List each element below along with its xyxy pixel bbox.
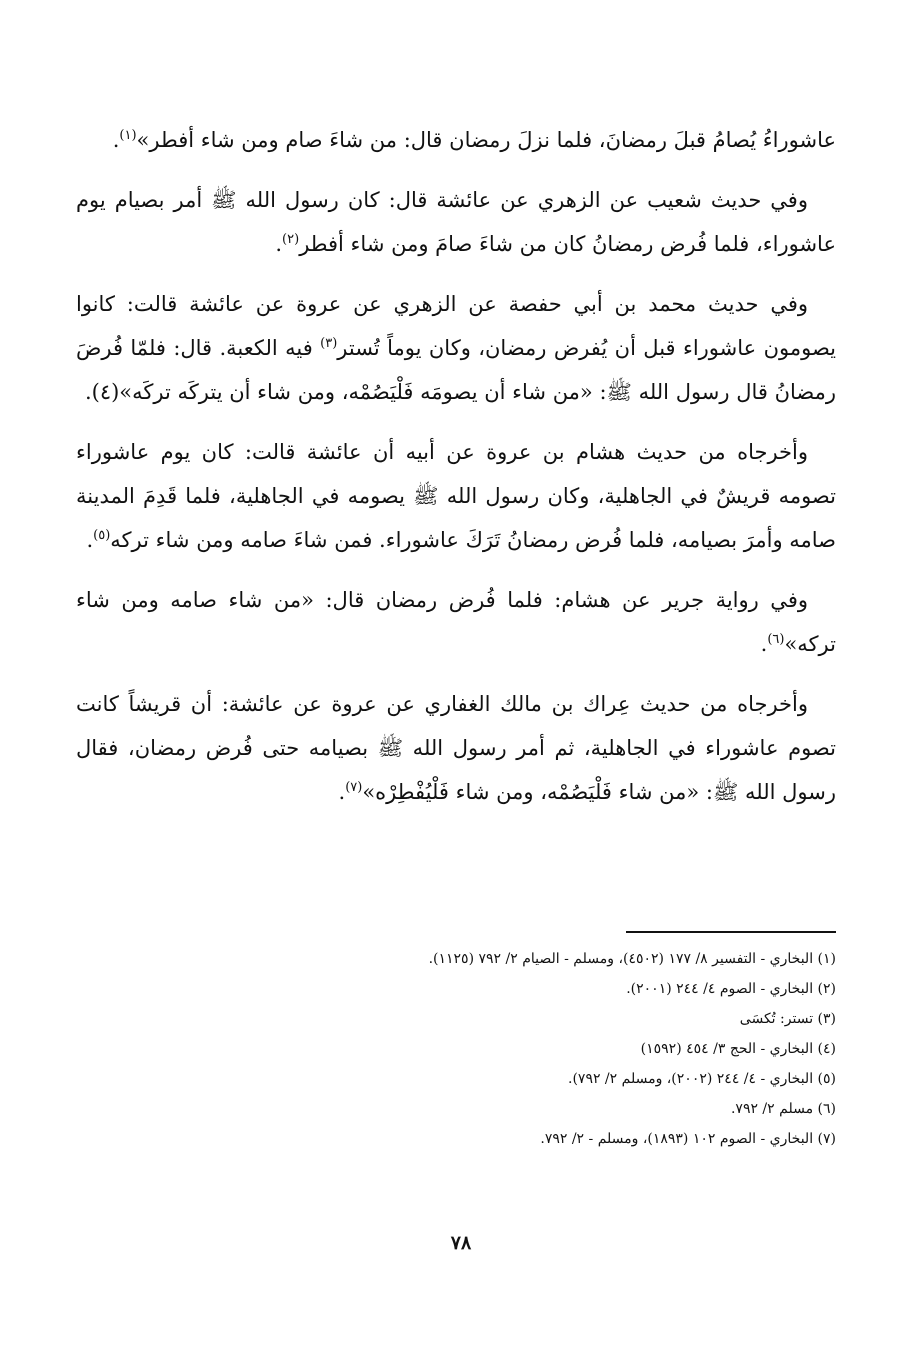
paragraph-5: وفي رواية جرير عن هشام: فلما فُرض رمضان قال: «من شاء صامه ومن شاء تركه»$^{(٦)}$. — [76, 588, 836, 656]
footnote-1: (١) البخاري - التفسير ٨/ ١٧٧ (٤٥٠٢)، ومسلم - الصيام ٢/ ٧٩٢ (١١٢٥). — [428, 951, 836, 967]
paragraph-2: وفي حديث شعيب عن الزهري عن عائشة قال: كان رسول الله ﷺ أمر بصيام يوم عاشوراء، فلما فُرض رمضانُ كان من شاءَ صامَ ومن شاء أفطر$^{(٢)}$. — [76, 188, 836, 256]
footnote-2: (٢) البخاري - الصوم ٤/ ٢٤٤ (٢٠٠١). — [626, 981, 836, 997]
footnote-ref-5[interactable]: (٥) — [93, 528, 111, 543]
body-text — [76, 118, 836, 830]
footnote-divider — [626, 931, 836, 933]
footnote-3: (٣) تستر: تُكسَى — [739, 1011, 836, 1027]
footnote-ref-3[interactable]: (٣) — [320, 336, 338, 351]
footnote-ref-1[interactable]: (١) — [119, 128, 137, 143]
paragraph-4: وأخرجاه من حديث هشام بن عروة عن أبيه أن عائشة قالت: كان يوم عاشوراء تصومه قريشٌ في الجاهلية، وكان رسول الله ﷺ يصومه في الجاهلية، فلما قَدِمَ المدينة صامه وأمرَ بصيامه، فلما فُرض رمضانُ تَرَكَ عاشوراء. فمن شاءَ صامه ومن شاء تركه$^{(٥)}$. — [76, 440, 836, 552]
footnote-ref-7[interactable]: (٧) — [345, 780, 363, 795]
footnotes — [76, 944, 836, 1154]
paragraph-3: وفي حديث محمد بن أبي حفصة عن الزهري عن عروة عن عائشة قالت: كانوا يصومون عاشوراء قبل أن يُفرض رمضان، وكان يوماً تُستر$^{(٣)}$ فيه الكعبة. قال: فلمّا فُرضَ رمضانُ قال رسول الله ﷺ: «من شاء أن يصومَه فَلْيَصُمْه، ومن شاء أن يتركَه تركَه»(٤). — [76, 292, 836, 404]
page-number: ٧٨ — [450, 1232, 472, 1254]
paragraph-1: عاشوراءُ يُصامُ قبلَ رمضانَ، فلما نزلَ رمضان قال: من شاءَ صام ومن شاء أفطر»$^{(١)}$. — [112, 128, 836, 152]
footnote-ref-6[interactable]: (٦) — [767, 632, 785, 647]
footnote-4: (٤) البخاري - الحج ٣/ ٤٥٤ (١٥٩٢) — [640, 1041, 836, 1057]
paragraph-6: وأخرجاه من حديث عِراك بن مالك الغفاري عن عروة عن عائشة: أن قريشاً كانت تصوم عاشوراء في الجاهلية، ثم أمر رسول الله ﷺ بصيامه حتى فُرض رمضان، فقال رسول الله ﷺ: «من شاء فَلْيَصُمْه، ومن شاء فَلْيُفْطِرْه»$^{(٧)}$. — [76, 692, 836, 804]
footnote-5: (٥) البخاري - ٤/ ٢٤٤ (٢٠٠٢)، ومسلم ٢/ ٧٩٢). — [568, 1071, 836, 1087]
footnote-7: (٧) البخاري - الصوم ١٠٢ (١٨٩٣)، ومسلم - ٢/ ٧٩٢. — [540, 1131, 836, 1147]
footnote-ref-2[interactable]: (٢) — [282, 232, 300, 247]
footnote-6: (٦) مسلم ٢/ ٧٩٢. — [730, 1101, 836, 1117]
